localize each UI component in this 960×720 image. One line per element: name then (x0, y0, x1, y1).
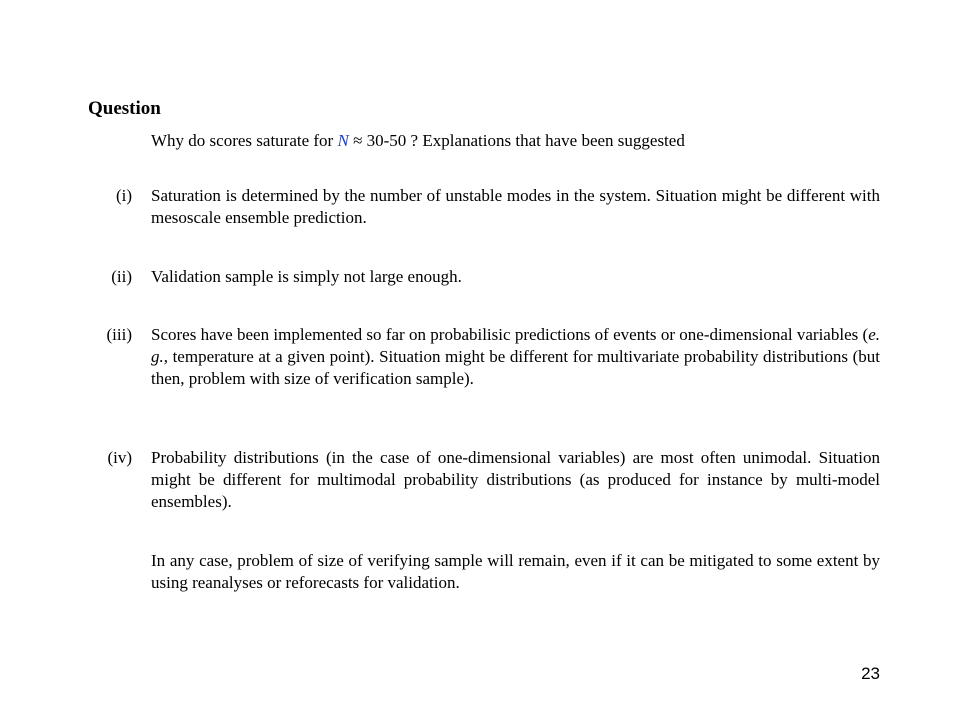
item-text: Probability distributions (in the case of one-dimensional variables) are most often unimodal. Situation might be different for multimodal probability distributions (as produced for instance by multi-model ensembles). (151, 448, 880, 511)
item-number: (iv) (107, 448, 132, 467)
intro-text-end: ≈ 30-50 ? Explanations that have been suggested (348, 131, 685, 150)
item-text: Validation sample is simply not large enough. (151, 267, 462, 286)
conclusion-paragraph (70, 550, 880, 594)
question-intro (151, 130, 685, 152)
item-number: (i) (115, 186, 132, 205)
item-number: (ii) (111, 267, 132, 286)
explanation-item-i (70, 185, 880, 229)
conclusion-text: In any case, problem of size of verifying sample will remain, even if it can be mitigated to some extent by using reanalyses or reforecasts for validation. (151, 551, 880, 592)
intro-text-start: Why do scores saturate for (151, 131, 338, 150)
explanation-item-iv (70, 447, 880, 513)
item-text (151, 324, 880, 390)
item-text-part: Scores have been implemented so far on probabilisic predictions of events or one-dimensional variables ( (151, 325, 869, 344)
item-number: (iii) (106, 325, 132, 344)
item-text-part: , temperature at a given point). Situation might be different for multivariate probability distributions (but then, problem with size of verification sample). (151, 347, 880, 388)
item-text: Saturation is determined by the number of unstable modes in the system. Situation might be different with mesoscale ensemble prediction. (151, 186, 880, 227)
explanation-item-ii (70, 266, 880, 288)
intro-variable-n: N (337, 131, 349, 150)
explanation-item-iii (70, 324, 880, 390)
item-text-emphasis: e. g. (151, 325, 880, 366)
question-heading: Question (88, 98, 161, 119)
page-number: 23 (861, 664, 880, 683)
